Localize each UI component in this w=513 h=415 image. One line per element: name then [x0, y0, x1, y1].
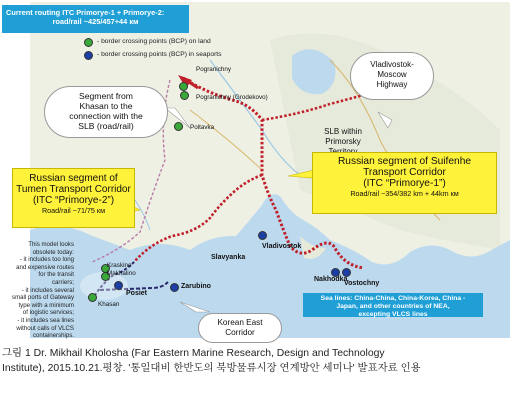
- note-line: containerships.: [33, 332, 74, 340]
- land-bcp-marker: [174, 122, 183, 131]
- khasan-segment-line3: connection with the: [69, 111, 143, 121]
- obsolete-note: [2, 241, 74, 340]
- city-label: Vostochny: [344, 280, 380, 287]
- suifenhe-title3: (ITC “Primorye-1”): [363, 178, 446, 189]
- suifenhe-distance: Road/rail ~354/382 km + 44km км: [350, 189, 459, 198]
- tumen-callout: [12, 168, 135, 228]
- land-bcp-marker: [180, 91, 189, 100]
- suifenhe-title2: Transport Corridor: [363, 167, 446, 178]
- sea-lines-line2: Japan, and other countries of NEA,: [336, 303, 450, 310]
- figure-caption: [2, 346, 511, 376]
- city-label: Slavyanka: [211, 254, 246, 261]
- legend-sea-label: - border crossing points (BCP) in seaports: [97, 51, 222, 58]
- vladivostok-moscow-callout: [350, 52, 434, 100]
- korean-east-line2: Corridor: [225, 328, 255, 337]
- sea-lines-box: [303, 293, 483, 317]
- note-line: and expensive routes: [16, 263, 74, 271]
- tumen-title3: (ITC “Primorye-2”): [32, 195, 115, 206]
- khasan-segment-callout: [44, 86, 168, 138]
- note-line: obsolete today:: [32, 248, 74, 256]
- korean-east-line1: Korean East: [217, 318, 263, 327]
- korean-east-callout: [198, 313, 282, 343]
- slb-line1: SLB within: [324, 127, 362, 136]
- city-label: Nakhodka: [314, 276, 348, 283]
- city-label: Posiet: [126, 290, 148, 297]
- city-label: Kraskino: [107, 262, 132, 269]
- land-bcp-marker: [88, 293, 97, 302]
- seaport-bcp-marker: [258, 231, 267, 240]
- note-line: This model looks: [28, 241, 74, 248]
- vladivostok-moscow-line1: Vladivostok-: [370, 60, 414, 69]
- city-label: Vladivostok: [262, 243, 302, 250]
- city-label: Makhalino: [107, 270, 136, 277]
- city-label: Pogranichny (Grodekovo): [196, 94, 268, 101]
- note-line: of logistic services;: [22, 309, 74, 317]
- tumen-distance: Road/rail ~71/75 км: [41, 206, 106, 215]
- slb-line2: Primorsky: [325, 137, 361, 146]
- vladivostok-moscow-line2: Moscow: [377, 70, 407, 79]
- land-bcp-marker: [179, 82, 188, 91]
- city-label: Poltavka: [190, 124, 215, 131]
- note-line: without calls of VLCS: [16, 324, 74, 332]
- khasan-segment-line2: Khasan to the: [79, 101, 133, 111]
- suifenhe-title1: Russian segment of Suifenhe: [337, 156, 472, 167]
- note-line: for the transit: [38, 271, 74, 279]
- current-routing-line2: road/rail ~425/457+44 км: [52, 17, 139, 26]
- legend-land-label: - border crossing points (BCP) on land: [97, 38, 211, 45]
- current-routing-line1: Current routing ITC Primorye-1 + Primorye-2:: [6, 8, 165, 17]
- vladivostok-moscow-line3: Highway: [376, 80, 408, 89]
- caption-line2: Institute), 2015.10.21.평창. '통일대비 한반도의 북방물류시장 연계방안 세미나' 발표자료 인용: [2, 363, 421, 374]
- seaport-bcp-icon: [84, 51, 93, 60]
- khasan-segment-line1: Segment from: [79, 91, 133, 101]
- caption-line1: 그림 1 Dr. Mikhail Kholosha (Far Eastern Marine Research, Design and Technology: [2, 348, 385, 359]
- sea-lines-line3: excepting VLCS lines: [358, 311, 428, 318]
- sea-lines-line1: Sea lines: China-China, China-Korea, China -: [320, 295, 466, 302]
- seaport-bcp-marker: [170, 283, 179, 292]
- note-line: - it includes sea lines: [17, 316, 74, 324]
- note-line: small ports of Gateway: [12, 294, 74, 302]
- city-label: Pogranichny: [196, 66, 232, 73]
- current-routing-banner: [2, 5, 189, 33]
- city-label: Zarubino: [181, 283, 211, 290]
- seaport-bcp-marker: [114, 281, 123, 290]
- note-line: - it includes several: [21, 286, 74, 294]
- tumen-title2: Tumen Transport Corridor: [16, 184, 131, 195]
- suifenhe-callout: [312, 152, 497, 214]
- note-line: carriers;: [51, 278, 74, 286]
- city-label: Khasan: [98, 301, 120, 308]
- tumen-title1: Russian segment of: [29, 173, 118, 184]
- khasan-segment-line4: SLB (road/rail): [78, 121, 134, 131]
- land-bcp-icon: [84, 38, 93, 47]
- note-line: type with a minimum: [18, 301, 74, 309]
- note-line: - it includes too long: [19, 256, 74, 264]
